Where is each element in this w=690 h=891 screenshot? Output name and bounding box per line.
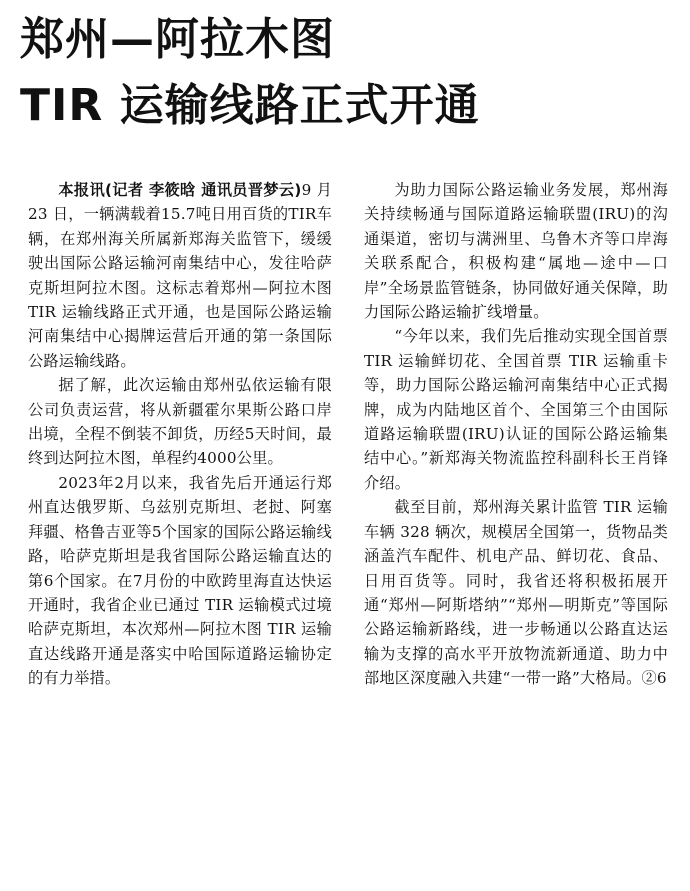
article-paragraph-5: “今年以来，我们先后推动实现全国首票 TIR 运输鲜切花、全国首票 TIR 运输重卡等，助力国际公路运输河南集结中心正式揭牌，成为内陆地区首个、全国第三个由国际道路运输联盟(IRU)认证的国际公路运输集结中心。”新郑海关物流监控科副科长王肖锋介绍。 <box>364 327 668 492</box>
article-paragraph-3: 2023年2月以来，我省先后开通运行郑州直达俄罗斯、乌兹别克斯坦、老挝、阿塞拜疆、格鲁吉亚等5个国家的国际公路运输线路，哈萨克斯坦是我省国际公路运输直达的第6个国家。在7月份的中欧跨里海直达快运开通时，我省企业已通过 TIR 运输模式过境哈萨克斯坦，本次郑州—阿拉木图 TIR 运输直达线路开通是落实中哈国际道路运输协定的有力举措。 <box>28 473 332 688</box>
headline <box>20 8 670 138</box>
article-body <box>28 178 668 878</box>
article-column-left <box>28 178 332 691</box>
article-column-right <box>364 178 668 691</box>
article-paragraph-4: 为助力国际公路运输业务发展，郑州海关持续畅通与国际道路运输联盟(IRU)的沟通渠道，密切与满洲里、乌鲁木齐等口岸海关联系配合，积极构建“属地—途中—口岸”全场景监管链条，协同做好通关保障，助力国际公路运输扩线增量。 <box>364 181 668 322</box>
headline-line-2: TIR 运输线路正式开通 <box>20 80 480 131</box>
article-paragraph-1 <box>28 178 332 373</box>
article-paragraph-6: 截至目前，郑州海关累计监管 TIR 运输车辆 328 辆次，规模居全国第一，货物品类涵盖汽车配件、机电产品、鲜切花、食品、日用百货等。同时，我省还将积极拓展开通“郑州—阿斯塔纳”“郑州—明斯克”等国际公路运输新路线，进一步畅通以公路直达运输为支撑的高水平开放物流新通道、助力中部地区深度融入共建“一带一路”大格局。②6 <box>364 498 668 688</box>
article-paragraph-2: 据了解，此次运输由郑州弘依运输有限公司负责运营，将从新疆霍尔果斯公路口岸出境，全程不倒装不卸货，历经5天时间，最终到达阿拉木图，单程约4000公里。 <box>28 376 332 468</box>
lead-text: 9 月 23 日，一辆满载着15.7吨日用百货的TIR车辆，在郑州海关所属新郑海关监管下，缓缓驶出国际公路运输河南集结中心，发往哈萨克斯坦阿拉木图。这标志着郑州—阿拉木图 TIR 运输线路正式开通，也是国际公路运输河南集结中心揭牌运营后开通的第一条国际公路运输线路。 <box>28 181 333 370</box>
byline: 本报讯(记者 李筱晗 通讯员晋梦云) <box>58 181 302 199</box>
headline-line-1: 郑州—阿拉木图 <box>20 14 335 65</box>
